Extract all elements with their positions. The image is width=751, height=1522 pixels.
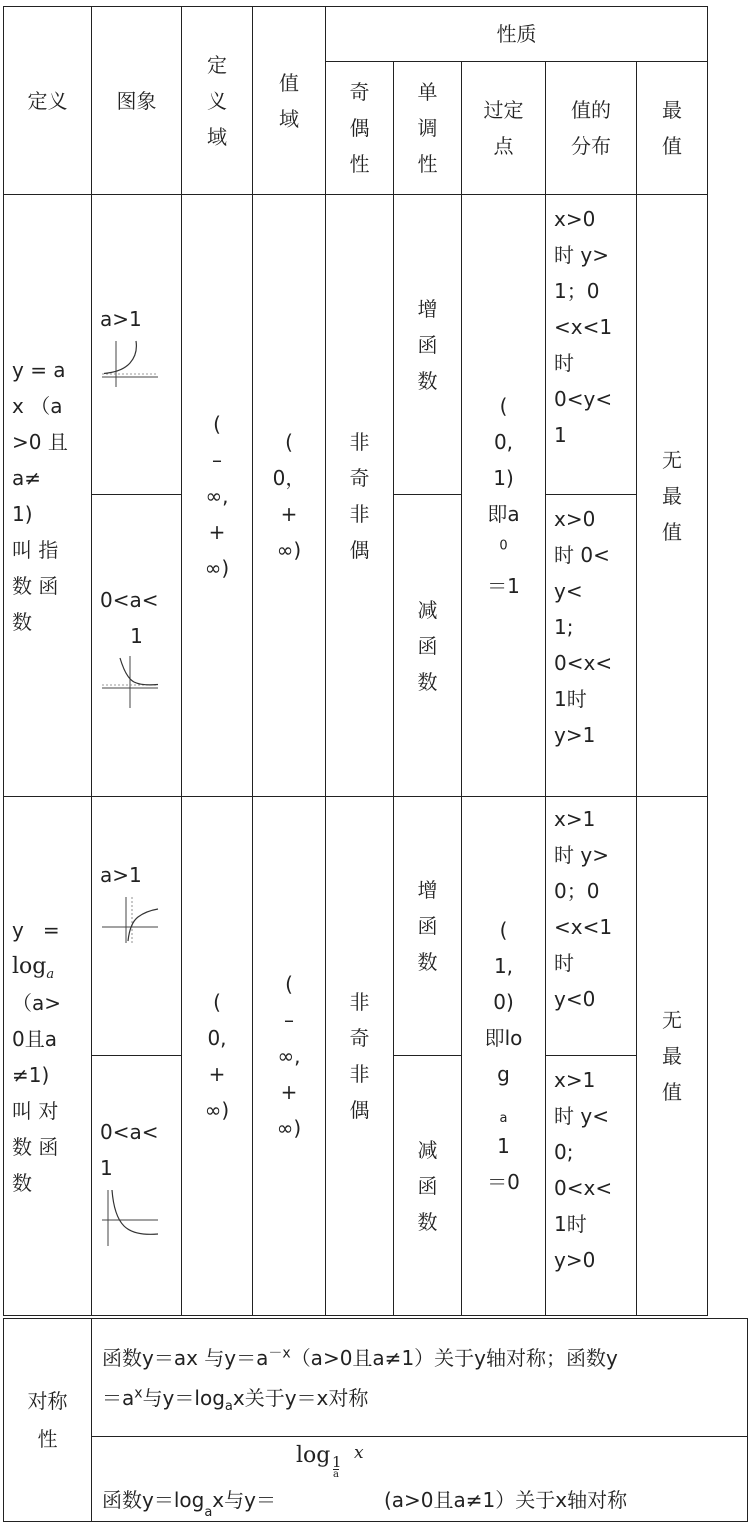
header-parity: 奇 偶 性 [326,62,394,195]
symmetry-exp-statement: 函数y＝ax 与$y=a^{-x}(a>0$且a≠1）关于y轴对称；函数y $=a^x$与$y=\log_ax$关于y＝x对称 [92,1319,748,1437]
symmetry-table [3,1318,748,1522]
log-graph-a-lt-1: 0<a< 1 [92,1056,182,1316]
log-decreasing-graph-icon [100,1186,162,1248]
exp-parity: 非 奇 非 偶 [326,195,394,797]
log-parity: 非 奇 非 偶 [326,797,394,1316]
header-fixed-point: 过定 点 [462,62,546,195]
exp-decreasing-graph-icon [100,654,162,710]
exp-range: ( 0， + ∞) [253,195,326,797]
log-domain: ( 0, + ∞) [182,797,253,1316]
symmetry-label: 对称 性 [4,1319,92,1522]
exp-monotonic-decreasing: 减 函 数 [394,495,462,797]
exp-fixed-point: ( 0, 1) 即a $^0$ ＝1 [462,195,546,797]
log-value-dist-a-lt-1: x>1 时 y< 0; 0<x< 1时 y>0 [546,1056,637,1316]
header-domain: 定 义 域 [182,7,253,195]
log-increasing-graph-icon [100,893,162,945]
symmetry-log-statement: 函数y＝log a x与y＝ log 1 a x (a>0且a≠1）关于x轴对称 [92,1437,748,1522]
log-value-dist-a-gt-1: x>1 时 y> 0；0 <x<1 时 y<0 [546,797,637,1056]
exp-graph-a-gt-1: a>1 [92,195,182,495]
header-range: 值 域 [253,7,326,195]
exp-domain: ( – ∞, + ∞) [182,195,253,797]
log-range: ( – ∞, + ∞) [253,797,326,1316]
exp-value-dist-a-gt-1: x>0 时 y> 1；0 <x<1 时 0<y< 1 [546,195,637,495]
header-properties: 性质 [326,7,708,62]
exp-value-dist-a-lt-1: x>0 时 0< y< 1; 0<x< 1时 y>1 [546,495,637,797]
log-fixed-point: ( 1, 0) 即lo g $_a$ 1 ＝0 [462,797,546,1316]
log-base-one-over-a: log 1 a x [295,1443,364,1480]
log-monotonic-decreasing: 减 函 数 [394,1056,462,1316]
header-value-distribution: 值的 分布 [546,62,637,195]
log-definition: y = $\log_a$ （a> 0且a ≠1) 叫 对 数 函 数 [4,797,92,1316]
exp-definition: y = a x （a >0 且 a≠ 1) 叫 指 数 函 数 [4,195,92,797]
exp-graph-a-lt-1: 0<a< 1 [92,495,182,797]
header-graph: 图象 [92,7,182,195]
header-monotonic: 单 调 性 [394,62,462,195]
log-extreme: 无 最 值 [637,797,708,1316]
header-definition: 定义 [4,7,92,195]
log-monotonic-increasing: 增 函 数 [394,797,462,1056]
exp-extreme: 无 最 值 [637,195,708,797]
exp-increasing-graph-icon [100,337,162,389]
header-extreme: 最 值 [637,62,708,195]
function-properties-table [3,6,708,1316]
exp-monotonic-increasing: 增 函 数 [394,195,462,495]
log-graph-a-gt-1: a>1 [92,797,182,1056]
